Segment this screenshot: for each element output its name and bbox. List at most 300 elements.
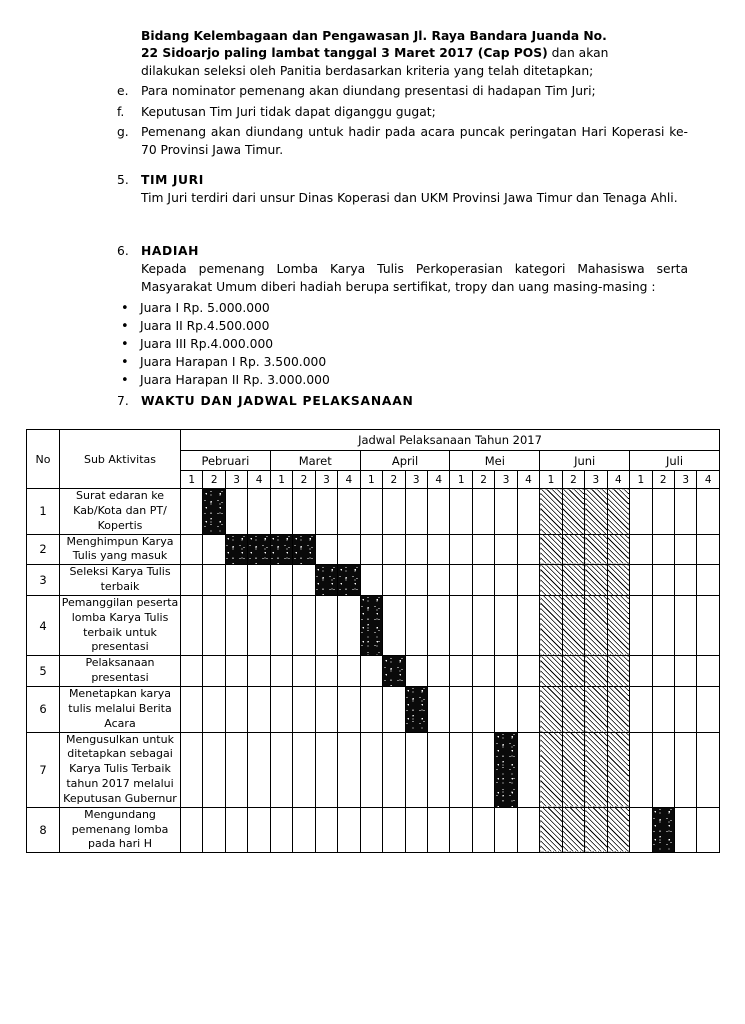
header-month: Maret	[270, 451, 360, 471]
gantt-cell-hatched	[540, 732, 562, 807]
gantt-cell	[181, 489, 203, 535]
gantt-cell	[293, 595, 315, 655]
gantt-cell-hatched	[540, 595, 562, 655]
gantt-cell-filled	[495, 732, 517, 807]
gantt-cell	[338, 807, 360, 853]
list-item-text: Keputusan Tim Juri tidak dapat diganggu gugat;	[141, 104, 436, 119]
gantt-cell	[652, 595, 674, 655]
gantt-cell-filled	[293, 534, 315, 565]
gantt-cell-hatched	[562, 686, 584, 732]
gantt-cell	[652, 732, 674, 807]
row-number: 8	[27, 807, 60, 853]
bullet-icon: •	[121, 319, 129, 335]
gantt-cell	[203, 534, 225, 565]
lettered-list	[108, 83, 688, 159]
header-week: 1	[181, 471, 203, 489]
section-number: 7.	[117, 394, 129, 408]
gantt-cell	[383, 595, 405, 655]
gantt-cell	[383, 565, 405, 596]
header-week: 2	[652, 471, 674, 489]
table-row	[27, 565, 720, 596]
gantt-cell	[674, 565, 696, 596]
gantt-cell-hatched	[562, 595, 584, 655]
list-item	[108, 372, 688, 390]
gantt-cell	[181, 534, 203, 565]
gantt-cell	[450, 489, 472, 535]
gantt-cell	[360, 807, 382, 853]
gantt-cell	[315, 732, 337, 807]
gantt-cell	[630, 732, 652, 807]
gantt-cell-hatched	[607, 807, 629, 853]
gantt-cell	[652, 534, 674, 565]
gantt-cell	[517, 489, 539, 535]
header-month: Juli	[630, 451, 720, 471]
gantt-cell-hatched	[562, 732, 584, 807]
section-number: 6.	[117, 244, 129, 258]
row-activity: Mengusulkan untuk ditetapkan sebagai Karya Tulis Terbaik tahun 2017 melalui Keputusan Gubernur	[60, 732, 181, 807]
list-item-marker: f.	[117, 104, 125, 119]
row-number: 2	[27, 534, 60, 565]
gantt-cell	[248, 565, 270, 596]
header-bold-line-1	[141, 28, 688, 45]
gantt-cell	[495, 656, 517, 687]
gantt-cell	[248, 489, 270, 535]
gantt-cell-filled	[270, 534, 292, 565]
table-header-row-1	[27, 430, 720, 451]
row-activity: Pemanggilan peserta lomba Karya Tulis terbaik untuk presentasi	[60, 595, 181, 655]
gantt-cell	[270, 686, 292, 732]
header-month: Juni	[540, 451, 630, 471]
prize-text: Juara Harapan I Rp. 3.500.000	[140, 354, 327, 369]
gantt-cell	[517, 807, 539, 853]
gantt-cell	[472, 595, 494, 655]
gantt-cell	[225, 489, 247, 535]
gantt-cell-hatched	[585, 489, 607, 535]
section-number: 5.	[117, 173, 129, 187]
header-week: 2	[472, 471, 494, 489]
gantt-cell	[270, 595, 292, 655]
gantt-cell	[652, 686, 674, 732]
gantt-cell	[674, 534, 696, 565]
gantt-cell	[472, 534, 494, 565]
gantt-cell	[517, 686, 539, 732]
schedule-table	[26, 429, 720, 853]
gantt-cell-filled	[360, 595, 382, 655]
header-continuation: dilakukan seleksi oleh Panitia berdasarkan kriteria yang telah ditetapkan;	[141, 63, 594, 78]
gantt-cell	[203, 807, 225, 853]
gantt-cell-hatched	[585, 656, 607, 687]
gantt-cell	[517, 656, 539, 687]
gantt-cell	[674, 807, 696, 853]
list-item	[108, 336, 688, 354]
header-week: 1	[630, 471, 652, 489]
bullet-icon: •	[121, 301, 129, 317]
table-row	[27, 595, 720, 655]
header-week: 3	[495, 471, 517, 489]
gantt-cell	[697, 565, 720, 596]
header-week: 3	[585, 471, 607, 489]
gantt-cell-hatched	[607, 489, 629, 535]
row-activity: Surat edaran ke Kab/Kota dan PT/ Kopertis	[60, 489, 181, 535]
gantt-cell	[674, 686, 696, 732]
bullet-icon: •	[121, 354, 129, 370]
gantt-cell	[427, 565, 449, 596]
gantt-cell	[652, 565, 674, 596]
gantt-cell	[450, 656, 472, 687]
list-item	[108, 124, 688, 159]
gantt-cell	[270, 732, 292, 807]
gantt-cell	[181, 595, 203, 655]
gantt-cell	[472, 807, 494, 853]
row-activity: Mengundang pemenang lomba pada hari H	[60, 807, 181, 853]
gantt-cell	[495, 807, 517, 853]
section-heading	[108, 172, 688, 189]
gantt-cell	[203, 656, 225, 687]
gantt-cell	[427, 807, 449, 853]
gantt-cell	[630, 686, 652, 732]
gantt-cell	[225, 565, 247, 596]
prize-text: Juara III Rp.4.000.000	[140, 337, 274, 352]
gantt-cell	[293, 732, 315, 807]
gantt-cell	[338, 656, 360, 687]
header-week: 4	[607, 471, 629, 489]
gantt-cell	[248, 686, 270, 732]
gantt-cell	[472, 489, 494, 535]
gantt-cell	[181, 565, 203, 596]
gantt-cell	[181, 807, 203, 853]
header-week: 2	[203, 471, 225, 489]
gantt-cell	[517, 534, 539, 565]
gantt-cell	[181, 686, 203, 732]
gantt-cell	[450, 595, 472, 655]
gantt-cell	[293, 807, 315, 853]
gantt-cell	[383, 807, 405, 853]
header-bold-text-1: Bidang Kelembagaan dan Pengawasan Jl. Raya Bandara Juanda No.	[141, 29, 607, 43]
gantt-cell	[293, 565, 315, 596]
table-row	[27, 732, 720, 807]
gantt-cell	[383, 534, 405, 565]
gantt-cell	[472, 686, 494, 732]
gantt-cell	[338, 732, 360, 807]
list-item	[108, 300, 688, 318]
gantt-cell-hatched	[607, 686, 629, 732]
gantt-cell	[472, 732, 494, 807]
gantt-cell-hatched	[562, 534, 584, 565]
gantt-cell	[405, 656, 427, 687]
gantt-cell	[405, 807, 427, 853]
gantt-cell	[630, 656, 652, 687]
gantt-cell	[427, 489, 449, 535]
gantt-cell	[293, 489, 315, 535]
header-month: Mei	[450, 451, 540, 471]
header-normal-tail: dan akan	[547, 46, 609, 61]
gantt-cell	[450, 565, 472, 596]
gantt-cell	[181, 732, 203, 807]
gantt-cell	[225, 807, 247, 853]
row-number: 5	[27, 656, 60, 687]
bullet-icon: •	[121, 337, 129, 353]
gantt-cell	[517, 732, 539, 807]
gantt-cell	[427, 656, 449, 687]
gantt-cell	[181, 656, 203, 687]
gantt-cell-hatched	[585, 534, 607, 565]
gantt-cell	[293, 686, 315, 732]
row-number: 7	[27, 732, 60, 807]
gantt-cell	[630, 565, 652, 596]
header-bold-text-2: 22 Sidoarjo paling lambat tanggal 3 Maret 2017 (Cap POS)	[141, 46, 548, 61]
gantt-cell	[360, 656, 382, 687]
gantt-cell	[360, 489, 382, 535]
header-week: 4	[248, 471, 270, 489]
gantt-cell	[270, 489, 292, 535]
section-heading	[108, 243, 688, 260]
table-body	[27, 489, 720, 853]
gantt-cell-hatched	[562, 807, 584, 853]
header-week: 2	[383, 471, 405, 489]
gantt-cell-hatched	[540, 686, 562, 732]
gantt-cell	[225, 732, 247, 807]
gantt-cell	[405, 732, 427, 807]
header-week: 2	[562, 471, 584, 489]
gantt-cell	[248, 656, 270, 687]
gantt-cell	[427, 686, 449, 732]
gantt-cell	[248, 732, 270, 807]
gantt-cell-hatched	[585, 565, 607, 596]
gantt-cell	[674, 732, 696, 807]
prize-list	[108, 300, 688, 389]
gantt-cell-hatched	[540, 807, 562, 853]
gantt-cell	[248, 807, 270, 853]
gantt-cell-filled	[225, 534, 247, 565]
gantt-cell	[697, 732, 720, 807]
gantt-cell	[450, 534, 472, 565]
row-activity: Menetapkan karya tulis melalui Berita Acara	[60, 686, 181, 732]
gantt-cell	[225, 595, 247, 655]
prize-text: Juara II Rp.4.500.000	[140, 319, 270, 334]
table-row	[27, 489, 720, 535]
gantt-cell	[315, 595, 337, 655]
gantt-cell	[405, 565, 427, 596]
gantt-cell-hatched	[540, 534, 562, 565]
list-item-text: Pemenang akan diundang untuk hadir pada acara puncak peringatan Hari Koperasi ke-70 Provinsi Jawa Timur.	[141, 125, 688, 157]
gantt-cell	[630, 534, 652, 565]
table-row	[27, 656, 720, 687]
gantt-cell	[203, 732, 225, 807]
row-activity: Menghimpun Karya Tulis yang masuk	[60, 534, 181, 565]
prize-text: Juara Harapan II Rp. 3.000.000	[140, 372, 330, 387]
list-item-marker: g.	[117, 125, 129, 140]
gantt-cell	[652, 489, 674, 535]
gantt-cell	[427, 732, 449, 807]
gantt-cell	[315, 534, 337, 565]
section-title: WAKTU DAN JADWAL PELAKSANAAN	[141, 394, 414, 408]
gantt-cell	[315, 489, 337, 535]
header-month: Pebruari	[181, 451, 271, 471]
gantt-cell	[697, 656, 720, 687]
gantt-cell	[248, 595, 270, 655]
table-header	[27, 430, 720, 489]
section-body: Kepada pemenang Lomba Karya Tulis Perkoperasian kategori Mahasiswa serta Masyarakat Umum diberi hadiah berupa sertifikat, tropy dan uang masing-masing :	[141, 262, 688, 294]
header-week: 4	[427, 471, 449, 489]
table-row	[27, 534, 720, 565]
header-month: April	[360, 451, 450, 471]
gantt-cell	[472, 656, 494, 687]
gantt-cell-hatched	[540, 565, 562, 596]
section-body: Tim Juri terdiri dari unsur Dinas Koperasi dan UKM Provinsi Jawa Timur dan Tenaga Ahli.	[141, 191, 678, 206]
gantt-cell-hatched	[585, 686, 607, 732]
gantt-cell-hatched	[607, 732, 629, 807]
list-item	[108, 318, 688, 336]
gantt-cell	[427, 534, 449, 565]
gantt-cell	[652, 656, 674, 687]
header-schedule-title: Jadwal Pelaksanaan Tahun 2017	[181, 430, 720, 451]
gantt-cell-filled	[652, 807, 674, 853]
gantt-cell	[405, 595, 427, 655]
prize-text: Juara I Rp. 5.000.000	[140, 301, 270, 316]
gantt-cell	[405, 534, 427, 565]
list-item	[108, 104, 688, 121]
gantt-cell	[338, 595, 360, 655]
gantt-cell	[405, 489, 427, 535]
gantt-cell-filled	[315, 565, 337, 596]
section-waktu-jadwal	[108, 393, 688, 410]
header-week: 1	[450, 471, 472, 489]
gantt-cell	[315, 656, 337, 687]
header-week: 3	[674, 471, 696, 489]
gantt-cell-hatched	[585, 595, 607, 655]
header-week: 3	[315, 471, 337, 489]
gantt-cell	[697, 686, 720, 732]
gantt-cell	[472, 565, 494, 596]
table-row	[27, 807, 720, 853]
gantt-cell	[270, 807, 292, 853]
gantt-cell	[495, 489, 517, 535]
header-no: No	[27, 430, 60, 489]
section-tim-juri	[108, 172, 688, 208]
section-hadiah	[108, 243, 688, 390]
list-item-text: Para nominator pemenang akan diundang presentasi di hadapan Tim Juri;	[141, 84, 596, 99]
gantt-cell	[517, 565, 539, 596]
header-week: 3	[225, 471, 247, 489]
top-paragraph-block	[108, 28, 688, 159]
gantt-cell	[338, 534, 360, 565]
gantt-cell	[383, 489, 405, 535]
gantt-cell-filled	[405, 686, 427, 732]
gantt-cell-hatched	[607, 565, 629, 596]
bullet-icon: •	[121, 372, 129, 388]
gantt-cell	[495, 534, 517, 565]
row-activity: Pelaksanaan presentasi	[60, 656, 181, 687]
row-activity: Seleksi Karya Tulis terbaik	[60, 565, 181, 596]
gantt-cell-hatched	[562, 656, 584, 687]
gantt-cell-hatched	[585, 807, 607, 853]
gantt-cell-hatched	[540, 656, 562, 687]
gantt-cell	[450, 732, 472, 807]
gantt-cell	[517, 595, 539, 655]
gantt-cell-hatched	[607, 595, 629, 655]
gantt-cell	[360, 534, 382, 565]
header-week: 2	[293, 471, 315, 489]
gantt-cell	[450, 686, 472, 732]
gantt-cell	[674, 656, 696, 687]
gantt-cell	[383, 732, 405, 807]
gantt-cell	[697, 595, 720, 655]
row-number: 4	[27, 595, 60, 655]
gantt-cell-filled	[383, 656, 405, 687]
gantt-cell	[697, 534, 720, 565]
gantt-cell	[495, 686, 517, 732]
gantt-cell-hatched	[607, 656, 629, 687]
header-week: 4	[697, 471, 720, 489]
gantt-cell	[360, 686, 382, 732]
header-week: 1	[540, 471, 562, 489]
gantt-cell	[383, 686, 405, 732]
gantt-cell	[697, 807, 720, 853]
gantt-cell	[203, 565, 225, 596]
gantt-cell	[270, 656, 292, 687]
gantt-cell	[630, 595, 652, 655]
gantt-cell	[630, 807, 652, 853]
gantt-cell	[360, 565, 382, 596]
gantt-cell	[225, 686, 247, 732]
gantt-cell-filled	[203, 489, 225, 535]
gantt-cell	[697, 489, 720, 535]
gantt-cell	[338, 489, 360, 535]
header-week: 4	[517, 471, 539, 489]
header-bold-line-2	[141, 45, 688, 62]
gantt-cell-filled	[248, 534, 270, 565]
section-heading	[108, 393, 688, 410]
section-title: HADIAH	[141, 244, 199, 258]
gantt-cell	[203, 686, 225, 732]
gantt-cell	[674, 489, 696, 535]
table-row	[27, 686, 720, 732]
gantt-cell-hatched	[607, 534, 629, 565]
gantt-cell	[315, 686, 337, 732]
gantt-cell	[427, 595, 449, 655]
gantt-cell-hatched	[562, 565, 584, 596]
list-item	[108, 83, 688, 100]
gantt-cell	[203, 595, 225, 655]
header-week: 1	[270, 471, 292, 489]
list-item	[108, 354, 688, 372]
gantt-cell-hatched	[585, 732, 607, 807]
row-number: 6	[27, 686, 60, 732]
section-title: TIM JURI	[141, 173, 204, 187]
gantt-cell	[630, 489, 652, 535]
gantt-cell	[225, 656, 247, 687]
header-week: 4	[338, 471, 360, 489]
gantt-cell	[293, 656, 315, 687]
row-number: 3	[27, 565, 60, 596]
gantt-cell	[674, 595, 696, 655]
gantt-cell	[450, 807, 472, 853]
row-number: 1	[27, 489, 60, 535]
gantt-cell-hatched	[562, 489, 584, 535]
gantt-chart	[26, 429, 720, 853]
gantt-cell	[338, 686, 360, 732]
gantt-cell	[495, 565, 517, 596]
header-week: 3	[405, 471, 427, 489]
gantt-cell	[315, 807, 337, 853]
list-item-marker: e.	[117, 84, 129, 99]
gantt-cell-hatched	[540, 489, 562, 535]
gantt-cell	[270, 565, 292, 596]
gantt-cell-filled	[338, 565, 360, 596]
header-activity: Sub Aktivitas	[60, 430, 181, 489]
header-week: 1	[360, 471, 382, 489]
gantt-cell	[495, 595, 517, 655]
